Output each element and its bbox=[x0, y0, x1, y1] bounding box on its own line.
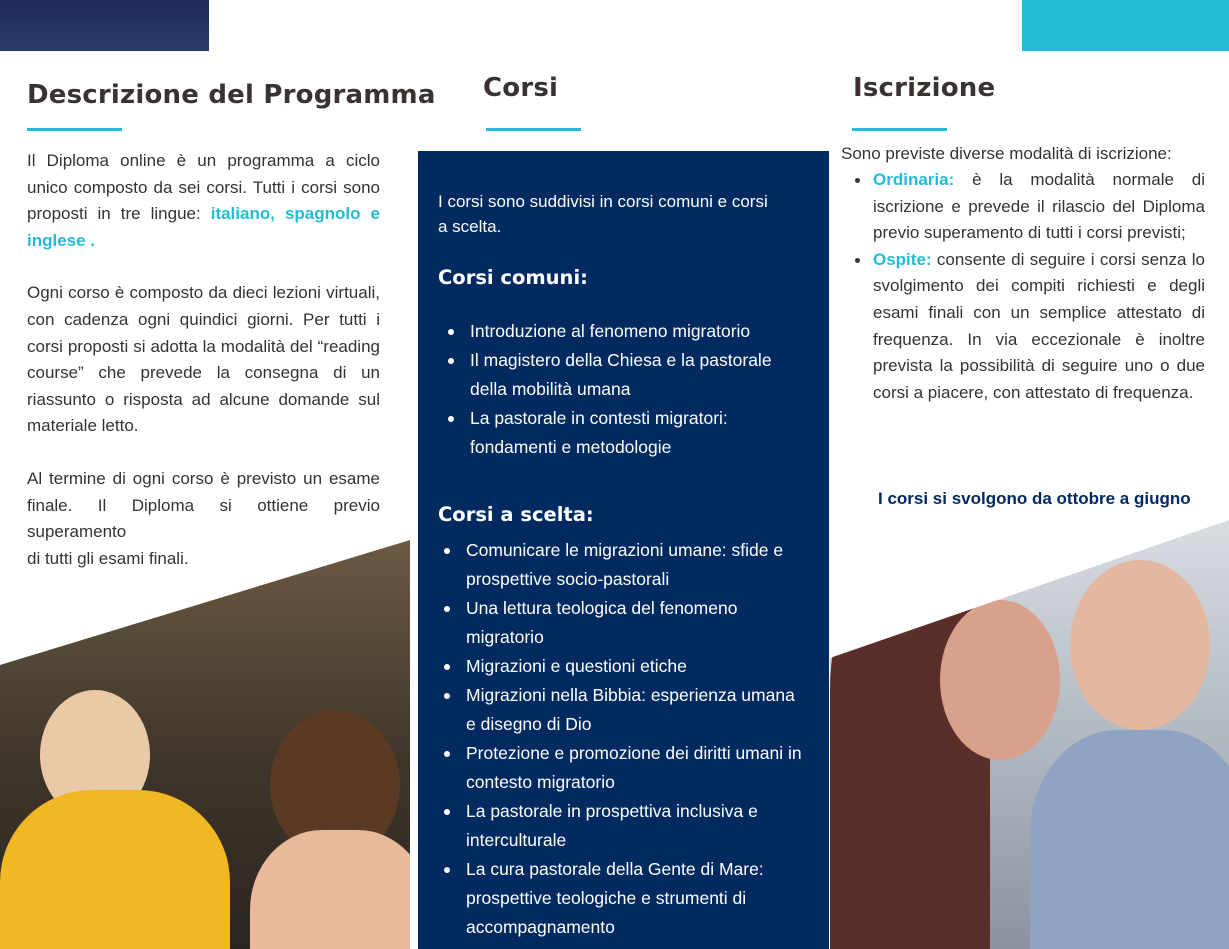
description-body bbox=[27, 148, 380, 572]
languages-highlight: italiano, spagnolo e inglese . bbox=[27, 204, 380, 250]
list-item: La cura pastorale della Gente di Mare: prospettive teologiche e strumenti di accompagnamento bbox=[439, 855, 809, 942]
elective-courses-list bbox=[439, 536, 809, 942]
list-item: La pastorale in prospettiva inclusiva e interculturale bbox=[439, 797, 809, 855]
courses-title: Corsi bbox=[483, 73, 559, 103]
enrollment-title: Iscrizione bbox=[853, 73, 996, 103]
common-courses-heading: Corsi comuni: bbox=[438, 266, 588, 289]
courses-intro: I corsi sono suddivisi in corsi comuni e corsi a scelta. bbox=[438, 192, 768, 236]
schedule-note: I corsi si svolgono da ottobre a giugno bbox=[878, 489, 1191, 508]
photo-hand-shape bbox=[940, 600, 1060, 760]
list-item: Protezione e promozione dei diritti umani in contesto migratorio bbox=[439, 739, 809, 797]
photo-face-shape bbox=[1070, 560, 1210, 730]
top-left-band bbox=[0, 0, 209, 51]
list-item: La pastorale in contesti migratori: fondamenti e metodologie bbox=[443, 404, 788, 462]
list-item: Il magistero della Chiesa e la pastorale della mobilità umana bbox=[443, 346, 788, 404]
top-right-band bbox=[1022, 0, 1229, 51]
elective-courses-heading: Corsi a scelta: bbox=[438, 503, 594, 526]
description-title: Descrizione del Programma bbox=[27, 80, 436, 110]
list-item: Ordinaria: è la modalità normale di iscrizione e prevede il rilascio del Diploma previo superamento di tutti i corsi previsti; bbox=[855, 167, 1205, 247]
enrollment-type-label: Ordinaria: bbox=[873, 170, 955, 189]
students-photo bbox=[0, 540, 410, 949]
list-item: Introduzione al fenomeno migratorio bbox=[443, 317, 788, 346]
enrollment-list bbox=[855, 167, 1205, 406]
list-item: Una lettura teologica del fenomeno migratorio bbox=[439, 594, 809, 652]
description-title-underline bbox=[27, 128, 122, 131]
common-courses-list bbox=[443, 317, 788, 462]
enrollment-intro: Sono previste diverse modalità di iscrizione: bbox=[841, 144, 1172, 163]
enrollment-title-underline bbox=[852, 128, 947, 131]
courses-title-underline bbox=[486, 128, 581, 131]
description-paragraph-3: Al termine di ogni corso è previsto un esame finale. Il Diploma si ottiene previo superamento di tutti gli esami finali. bbox=[27, 468, 380, 568]
description-paragraph-1: Il Diploma online è un programma a ciclo unico composto da sei corsi. Tutti i corsi sono proposti in tre lingue: italiano, spagnolo e inglese . bbox=[27, 151, 380, 250]
photo-shirt-shape bbox=[1030, 730, 1229, 949]
enrollment-type-label: Ospite: bbox=[873, 249, 932, 269]
courses-panel bbox=[418, 151, 829, 949]
photo-jacket-shape bbox=[0, 790, 230, 949]
description-paragraph-2: Ogni corso è composto da dieci lezioni virtuali, con cadenza ogni quindici giorni. Per tutti i corsi proposti si adotta la modalità del “reading course” che prevede la consegna di un riassunto o risposta ad alcune domande sul materiale letto. bbox=[27, 283, 380, 436]
adults-photo bbox=[830, 520, 1229, 949]
list-item: Comunicare le migrazioni umane: sfide e prospettive socio-pastorali bbox=[439, 536, 809, 594]
list-item: Migrazioni nella Bibbia: esperienza umana e disegno di Dio bbox=[439, 681, 809, 739]
photo-shirt-shape bbox=[250, 830, 410, 949]
list-item: Migrazioni e questioni etiche bbox=[439, 652, 809, 681]
list-item: Ospite: consente di seguire i corsi senza lo svolgimento dei compiti richiesti e degli esami finali con un semplice attestato di frequenza. In via eccezionale è inoltre prevista la possibilità di seguire uno o due corsi a piacere, con attestato di frequenza. bbox=[855, 247, 1205, 407]
